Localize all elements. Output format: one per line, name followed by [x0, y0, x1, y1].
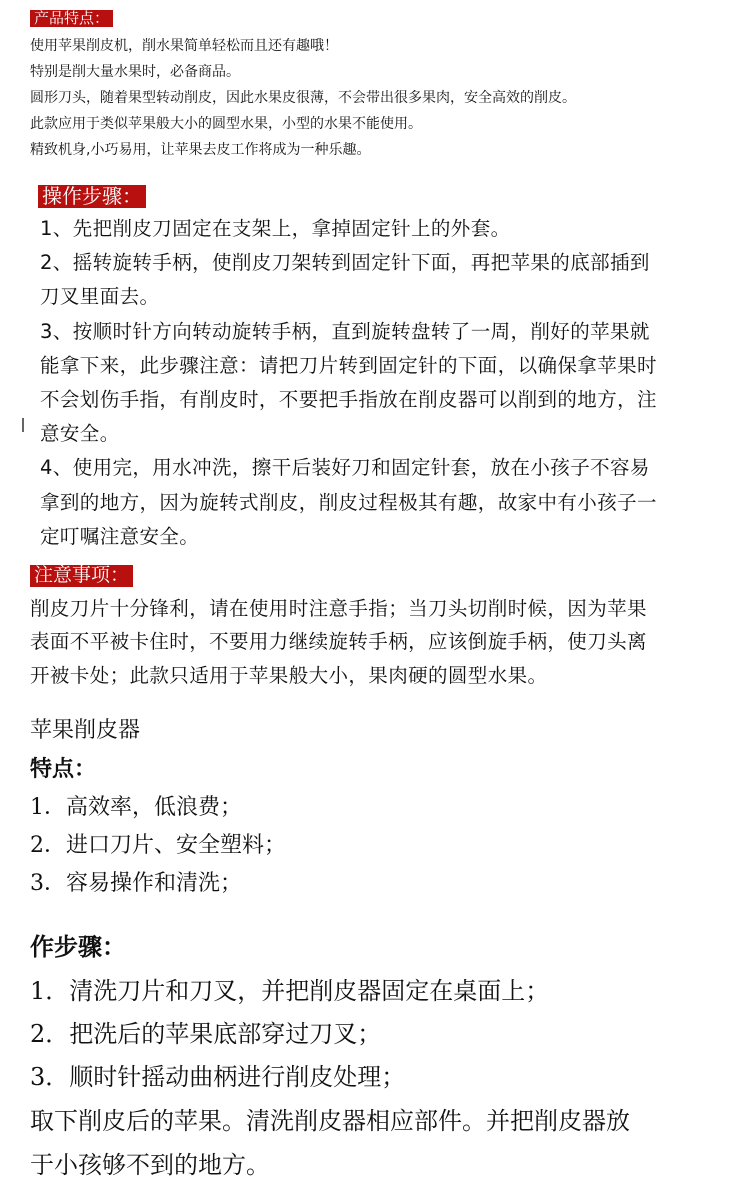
- features-line: 圆形刀头，随着果型转动削皮，因此水果皮很薄，不会带出很多果肉，安全高效的削皮。: [30, 90, 576, 107]
- peeler-steps-section: [30, 928, 630, 1187]
- steps-line: 3、按顺时针方向转动旋转手柄，直到旋转盘转了一周，削好的苹果就: [40, 319, 650, 343]
- margin-mark: [22, 418, 24, 432]
- peeler-features-section: [30, 713, 286, 903]
- steps-body: [30, 212, 657, 554]
- notes-heading: 注意事项：: [30, 565, 133, 587]
- steps-line: 1、先把削皮刀固定在支架上，拿掉固定针上的外套。: [40, 217, 511, 240]
- peeler-steps-heading: 作步骤：: [30, 932, 126, 961]
- peeler-step-item: 2．把洗后的苹果底部穿过刀叉；: [30, 1020, 382, 1048]
- steps-line: 能拿下来，此步骤注意：请把刀片转到固定针的下面，以确保拿苹果时: [40, 353, 657, 377]
- features-section: [30, 8, 576, 163]
- steps-section: [30, 185, 657, 554]
- peeler-title: 苹果削皮器: [30, 718, 141, 743]
- steps-line: 不会划伤手指，有削皮时，不要把手指放在削皮器可以削到的地方，注: [40, 388, 657, 412]
- peeler-step-item: 3．顺时针摇动曲柄进行削皮处理；: [30, 1063, 406, 1091]
- features-heading: 产品特点：: [30, 10, 113, 27]
- steps-line: 2、摇转旋转手柄，使削皮刀架转到固定针下面，再把苹果的底部插到: [40, 251, 650, 275]
- steps-line: 4、使用完，用水冲洗，擦干后装好刀和固定针套，放在小孩子不容易: [40, 456, 650, 480]
- peeler-step-item: 1．清洗刀片和刀叉，并把削皮器固定在桌面上；: [30, 977, 550, 1005]
- features-body: [30, 33, 576, 163]
- peeler-features-list: [30, 789, 286, 903]
- peeler-features-heading: 特点：: [30, 756, 97, 782]
- peeler-closing: [30, 1099, 630, 1187]
- steps-line: 定叮嘱注意安全。: [40, 524, 200, 548]
- peeler-closing-line: 于小孩够不到的地方。: [30, 1151, 270, 1179]
- features-line: 精致机身,小巧易用，让苹果去皮工作将成为一种乐趣。: [30, 142, 371, 159]
- notes-line: 表面不平被卡住时，不要用力继续旋转手柄，应该倒旋手柄，使刀头离: [30, 630, 647, 654]
- notes-section: [30, 565, 647, 692]
- notes-line: 削皮刀片十分锋利，请在使用时注意手指；当刀头切削时候，因为苹果: [30, 596, 647, 620]
- steps-line: 刀叉里面去。: [40, 285, 160, 309]
- peeler-feature-item: 1．高效率，低浪费；: [30, 795, 242, 820]
- peeler-closing-line: 取下削皮后的苹果。清洗削皮器相应部件。并把削皮器放: [30, 1107, 630, 1135]
- peeler-feature-item: 2．进口刀片、安全塑料；: [30, 833, 286, 858]
- peeler-steps-list: [30, 970, 630, 1099]
- peeler-feature-item: 3．容易操作和清洗；: [30, 871, 242, 896]
- steps-line: 拿到的地方，因为旋转式削皮，削皮过程极其有趣，故家中有小孩子一: [40, 490, 657, 514]
- steps-heading: 操作步骤：: [38, 185, 146, 208]
- features-line: 此款应用于类似苹果般大小的圆型水果，小型的水果不能使用。: [30, 116, 422, 133]
- notes-body: [30, 592, 647, 693]
- features-line: 特别是削大量水果时，必备商品。: [30, 64, 240, 81]
- features-line: 使用苹果削皮机，削水果简单轻松而且还有趣哦！: [30, 38, 338, 55]
- steps-line: 意安全。: [40, 422, 120, 446]
- notes-line: 开被卡处；此款只适用于苹果般大小，果肉硬的圆型水果。: [30, 663, 548, 687]
